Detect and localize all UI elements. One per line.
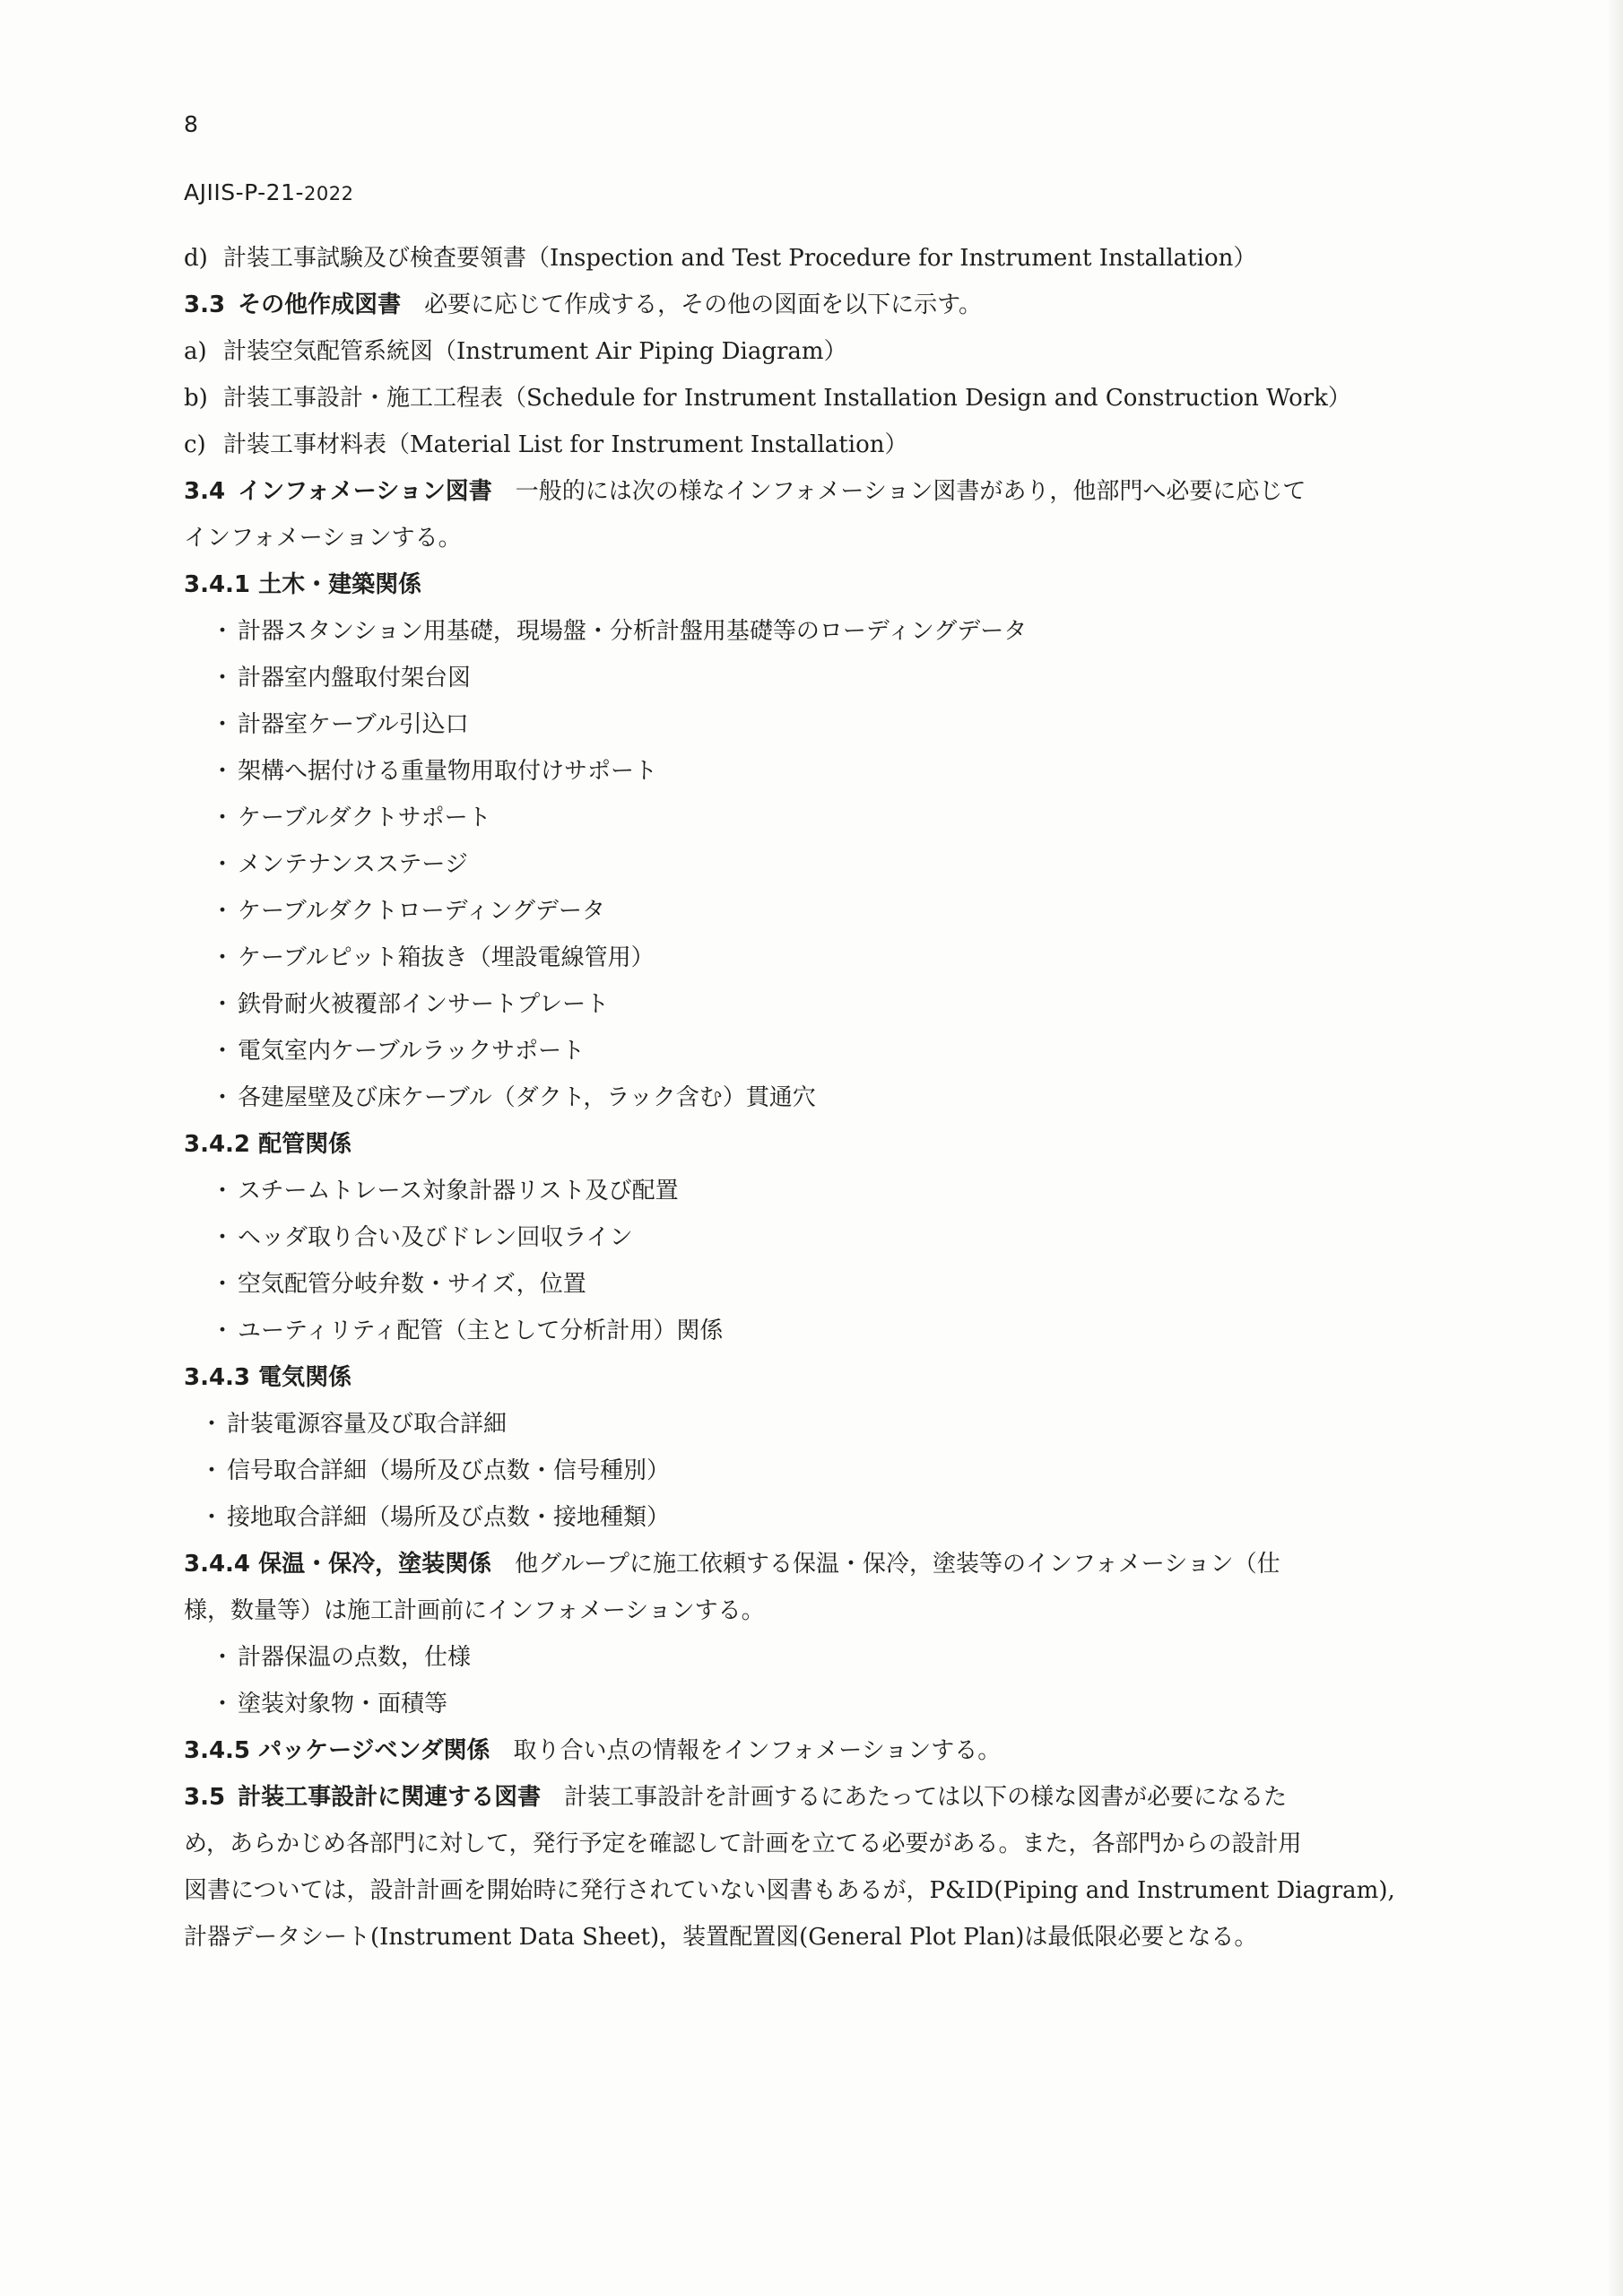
list-label: d): [184, 245, 208, 272]
section-text-continued: インフォメーションする。: [184, 525, 462, 552]
bullet-list-3-4-3: [184, 1401, 1439, 1541]
list-label: c): [184, 431, 206, 458]
section-title: 3.4.5 パッケージベンダ関係: [184, 1737, 490, 1764]
bullet-dot: ・: [211, 1644, 235, 1671]
bullet-dot: ・: [211, 804, 235, 831]
bullet-item: [184, 1448, 1439, 1494]
bullet-item: [184, 1074, 1439, 1121]
bullet-item: [184, 1634, 1439, 1681]
bullet-text: 計器スタンション用基礎，現場盤・分析計盤用基礎等のローディングデータ: [238, 618, 1028, 645]
bullet-dot: ・: [211, 1224, 235, 1251]
bullet-dot: ・: [200, 1457, 224, 1484]
subsection-3-4-2-title: 3.4.2 配管関係: [184, 1131, 352, 1158]
bullet-dot: ・: [211, 711, 235, 738]
bullet-text: ヘッダ取り合い及びドレン回収ライン: [238, 1224, 633, 1251]
list-label: a): [184, 338, 207, 365]
section-title: その他作成図書: [238, 291, 402, 318]
section-3-3: [184, 282, 1439, 328]
subsection-3-4-5: [184, 1727, 1439, 1774]
bullet-item: [184, 1261, 1439, 1308]
bullet-item: [184, 795, 1439, 841]
bullet-dot: ・: [211, 758, 235, 785]
bullet-item: [184, 608, 1439, 655]
subsection-3-4-3-title: 3.4.3 電気関係: [184, 1364, 352, 1391]
section-text: 取り合い点の情報をインフォメーションする。: [513, 1737, 1002, 1764]
section-text: 一般的には次の様なインフォメーション図書があり，他部門へ必要に応じて: [515, 478, 1306, 505]
bullet-text: 電気室内ケーブルラックサポート: [238, 1038, 586, 1065]
list-text: 計装工事設計・施工工程表（Schedule for Instrument Installation Design and Construction Work）: [223, 385, 1351, 412]
bullet-text: 架構へ据付ける重量物用取付けサポート: [238, 758, 658, 785]
bullet-text: 鉄骨耐火被覆部インサートプレート: [238, 991, 610, 1018]
bullet-item: [184, 1168, 1439, 1214]
page-number: 8: [184, 111, 198, 137]
bullet-text: 計器保温の点数，仕様: [238, 1644, 472, 1671]
bullet-dot: ・: [211, 665, 235, 691]
bullet-dot: ・: [200, 1411, 224, 1438]
bullet-dot: ・: [211, 1271, 235, 1298]
bullet-text: 計器室ケーブル引込口: [238, 711, 469, 738]
bullet-item: [184, 1308, 1439, 1354]
page-edge-shadow: [1607, 0, 1623, 2296]
bullet-item: [184, 701, 1439, 748]
section-3-4: [184, 468, 1439, 515]
list-label: b): [184, 385, 208, 412]
bullet-dot: ・: [211, 1691, 235, 1718]
subsection-3-4-4: [184, 1541, 1439, 1587]
list-text: 計装空気配管系統図（Instrument Air Piping Diagram）: [223, 338, 847, 365]
bullet-dot: ・: [211, 851, 235, 878]
bullet-text: メンテナンスステージ: [238, 851, 468, 878]
section-3-5: [184, 1774, 1439, 1821]
bullet-dot: ・: [200, 1504, 224, 1531]
bullet-text: 塗装対象物・面積等: [238, 1691, 448, 1718]
list-item-d: [184, 235, 1439, 282]
bullet-dot: ・: [211, 898, 235, 925]
section-text-continued: 図書については，設計計画を開始時に発行されていない図書もあるが，P&ID(Piping and Instrument Diagram),: [184, 1877, 1395, 1904]
document-id: [184, 179, 353, 205]
section-number: 3.5: [184, 1784, 226, 1811]
list-item-c: [184, 422, 1439, 468]
bullet-list-3-4-4: [184, 1634, 1439, 1727]
section-number: 3.4: [184, 478, 226, 505]
bullet-dot: ・: [211, 618, 235, 645]
bullet-text: ケーブルダクトローディングデータ: [238, 898, 606, 925]
bullet-text: 接地取合詳細（場所及び点数・接地種類）: [227, 1504, 671, 1531]
document-id-year: 2022: [304, 183, 354, 204]
list-text: 計装工事試験及び検査要領書（Inspection and Test Procedure for Instrument Installation）: [223, 245, 1257, 272]
section-text-continued: め，あらかじめ各部門に対して，発行予定を確認して計画を立てる必要がある。また，各部門からの設計用: [184, 1831, 1302, 1857]
bullet-dot: ・: [211, 1084, 235, 1111]
bullet-text: ケーブルピット箱抜き（埋設電線管用）: [238, 944, 655, 971]
bullet-item: [184, 1028, 1439, 1074]
list-item-b: [184, 375, 1439, 422]
bullet-item: [184, 841, 1439, 888]
bullet-text: 計器室内盤取付架台図: [238, 665, 472, 691]
bullet-item: [184, 1681, 1439, 1727]
section-title: 3.4.4 保温・保冷，塗装関係: [184, 1551, 492, 1578]
section-number: 3.3: [184, 291, 226, 318]
section-title: インフォメーション図書: [238, 478, 492, 505]
section-text: 他グループに施工依頼する保温・保冷，塗装等のインフォメーション（仕: [515, 1551, 1280, 1578]
bullet-list-3-4-1: [184, 608, 1439, 1121]
bullet-dot: ・: [211, 944, 235, 971]
section-text-continued: 様，数量等）は施工計画前にインフォメーションする。: [184, 1597, 765, 1624]
bullet-text: 各建屋壁及び床ケーブル（ダクト，ラック含む）貫通穴: [238, 1084, 816, 1111]
bullet-text: 信号取合詳細（場所及び点数・信号種別）: [227, 1457, 671, 1484]
document-id-code: AJIIS-P-21-: [184, 179, 304, 205]
bullet-item: [184, 1494, 1439, 1541]
bullet-text: 空気配管分岐弁数・サイズ，位置: [238, 1271, 586, 1298]
bullet-dot: ・: [211, 991, 235, 1018]
bullet-text: ケーブルダクトサポート: [238, 804, 491, 831]
section-text: 必要に応じて作成する，その他の図面を以下に示す。: [424, 291, 982, 318]
bullet-item: [184, 1401, 1439, 1448]
bullet-item: [184, 888, 1439, 935]
document-body: [184, 235, 1439, 1961]
bullet-list-3-4-2: [184, 1168, 1439, 1354]
list-text: 計装工事材料表（Material List for Instrument Installation）: [223, 431, 908, 458]
bullet-item: [184, 655, 1439, 701]
list-item-a: [184, 328, 1439, 375]
section-text-continued: 計器データシート(Instrument Data Sheet)，装置配置図(General Plot Plan)は最低限必要となる。: [184, 1924, 1258, 1951]
bullet-item: [184, 1214, 1439, 1261]
bullet-text: 計装電源容量及び取合詳細: [227, 1411, 508, 1438]
bullet-dot: ・: [211, 1178, 235, 1205]
bullet-item: [184, 935, 1439, 981]
subsection-3-4-1-title: 3.4.1 土木・建築関係: [184, 571, 422, 598]
section-title: 計装工事設計に関連する図書: [238, 1784, 542, 1811]
section-text: 計装工事設計を計画するにあたっては以下の様な図書が必要になるた: [564, 1784, 1288, 1811]
bullet-item: [184, 748, 1439, 795]
bullet-text: ユーティリティ配管（主として分析計用）関係: [238, 1318, 724, 1344]
bullet-dot: ・: [211, 1318, 235, 1344]
bullet-text: スチームトレース対象計器リスト及び配置: [238, 1178, 679, 1205]
bullet-dot: ・: [211, 1038, 235, 1065]
bullet-item: [184, 981, 1439, 1028]
